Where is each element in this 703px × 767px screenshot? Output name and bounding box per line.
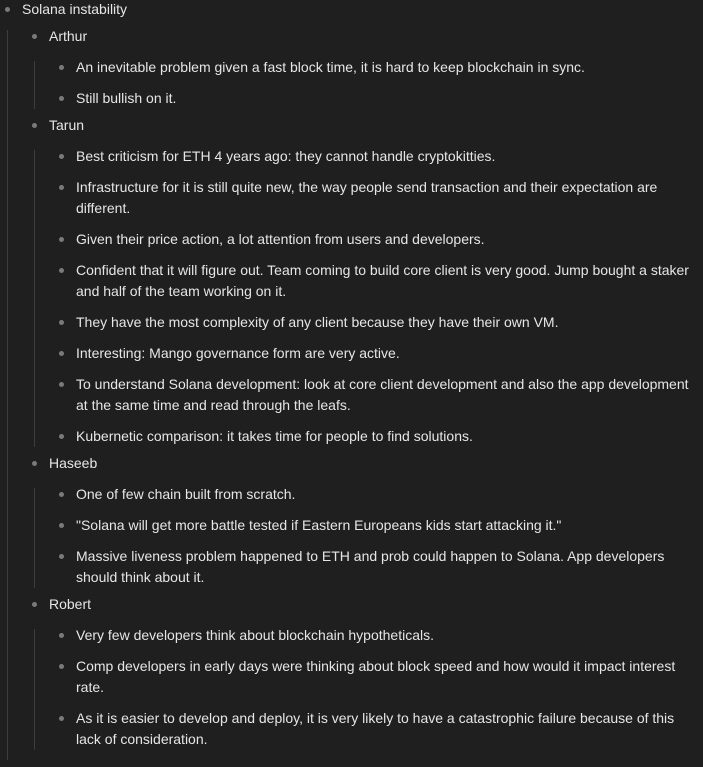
point-block	[0, 484, 703, 505]
speaker-children	[0, 57, 703, 109]
point-row[interactable]	[0, 312, 703, 333]
bullet-icon[interactable]	[59, 664, 64, 669]
root-children	[0, 26, 703, 750]
speaker-name[interactable]: Robert	[49, 596, 92, 612]
speaker-name[interactable]: Tarun	[49, 117, 85, 133]
point-row[interactable]	[0, 374, 703, 416]
speaker-row[interactable]	[0, 26, 703, 47]
point-row[interactable]	[0, 57, 703, 78]
point-block	[0, 374, 703, 416]
point-row[interactable]	[0, 229, 703, 250]
bullet-icon[interactable]	[59, 96, 64, 101]
point-block	[0, 546, 703, 588]
point-block	[0, 312, 703, 333]
point-row[interactable]	[0, 484, 703, 505]
speaker-block-tarun	[0, 115, 703, 447]
point-text[interactable]: One of few chain built from scratch.	[76, 486, 296, 502]
point-text[interactable]: They have the most complexity of any client because they have their own VM.	[76, 314, 559, 330]
bullet-icon[interactable]	[32, 123, 37, 128]
point-text[interactable]: Confident that it will figure out. Team coming to build core client is very good. Jump bought a staker and half of the team working on it.	[76, 262, 689, 299]
point-block	[0, 656, 703, 698]
point-block	[0, 625, 703, 646]
point-block	[0, 515, 703, 536]
point-text[interactable]: Interesting: Mango governance form are very active.	[76, 345, 400, 361]
speaker-row[interactable]	[0, 594, 703, 615]
bullet-icon[interactable]	[59, 237, 64, 242]
speaker-children	[0, 625, 703, 750]
point-row[interactable]	[0, 177, 703, 219]
speaker-row[interactable]	[0, 115, 703, 136]
bullet-icon[interactable]	[59, 492, 64, 497]
point-block	[0, 708, 703, 750]
point-block	[0, 88, 703, 109]
speaker-block-robert	[0, 594, 703, 750]
point-block	[0, 260, 703, 302]
point-block	[0, 146, 703, 167]
speaker-row[interactable]	[0, 453, 703, 474]
point-block	[0, 426, 703, 447]
point-row[interactable]	[0, 426, 703, 447]
point-row[interactable]	[0, 343, 703, 364]
point-block	[0, 229, 703, 250]
speaker-children	[0, 484, 703, 588]
bullet-icon[interactable]	[5, 7, 10, 12]
bullet-icon[interactable]	[59, 268, 64, 273]
root-row[interactable]	[0, 0, 703, 20]
point-text[interactable]: Kubernetic comparison: it takes time for people to find solutions.	[76, 428, 473, 444]
bullet-icon[interactable]	[59, 320, 64, 325]
bullet-icon[interactable]	[59, 65, 64, 70]
point-row[interactable]	[0, 260, 703, 302]
point-row[interactable]	[0, 546, 703, 588]
point-row[interactable]	[0, 515, 703, 536]
point-block	[0, 343, 703, 364]
bullet-icon[interactable]	[59, 716, 64, 721]
bullet-icon[interactable]	[59, 154, 64, 159]
bullet-icon[interactable]	[32, 602, 37, 607]
point-row[interactable]	[0, 656, 703, 698]
bullet-icon[interactable]	[59, 382, 64, 387]
speaker-children	[0, 146, 703, 447]
speaker-block-haseeb	[0, 453, 703, 588]
bullet-icon[interactable]	[59, 351, 64, 356]
root-title[interactable]: Solana instability	[22, 1, 128, 17]
point-text[interactable]: "Solana will get more battle tested if Eastern Europeans kids start attacking it."	[76, 517, 562, 533]
point-row[interactable]	[0, 146, 703, 167]
point-text[interactable]: As it is easier to develop and deploy, it is very likely to have a catastrophic failure because of this lack of consideration.	[76, 710, 675, 747]
bullet-icon[interactable]	[59, 633, 64, 638]
point-text[interactable]: Infrastructure for it is still quite new, the way people send transaction and their expectation are different.	[76, 179, 658, 216]
point-text[interactable]: Still bullish on it.	[76, 90, 177, 106]
bullet-icon[interactable]	[59, 523, 64, 528]
speaker-name[interactable]: Arthur	[49, 28, 88, 44]
point-row[interactable]	[0, 625, 703, 646]
point-text[interactable]: An inevitable problem given a fast block time, it is hard to keep blockchain in sync.	[76, 59, 585, 75]
point-row[interactable]	[0, 708, 703, 750]
bullet-icon[interactable]	[32, 461, 37, 466]
bullet-icon[interactable]	[59, 185, 64, 190]
speaker-name[interactable]: Haseeb	[49, 455, 98, 471]
bullet-icon[interactable]	[59, 554, 64, 559]
point-text[interactable]: Very few developers think about blockchain hypotheticals.	[76, 627, 434, 643]
point-text[interactable]: Comp developers in early days were thinking about block speed and how would it impact interest rate.	[76, 658, 676, 695]
speaker-block-arthur	[0, 26, 703, 109]
point-text[interactable]: Massive liveness problem happened to ETH and prob could happen to Solana. App developers should think about it.	[76, 548, 665, 585]
bullet-icon[interactable]	[59, 434, 64, 439]
point-text[interactable]: Best criticism for ETH 4 years ago: they cannot handle cryptokitties.	[76, 148, 496, 164]
point-text[interactable]: To understand Solana development: look at core client development and also the app development at the same time and read through the leafs.	[76, 376, 689, 413]
point-block	[0, 57, 703, 78]
point-text[interactable]: Given their price action, a lot attention from users and developers.	[76, 231, 485, 247]
bullet-icon[interactable]	[32, 34, 37, 39]
point-row[interactable]	[0, 88, 703, 109]
point-block	[0, 177, 703, 219]
